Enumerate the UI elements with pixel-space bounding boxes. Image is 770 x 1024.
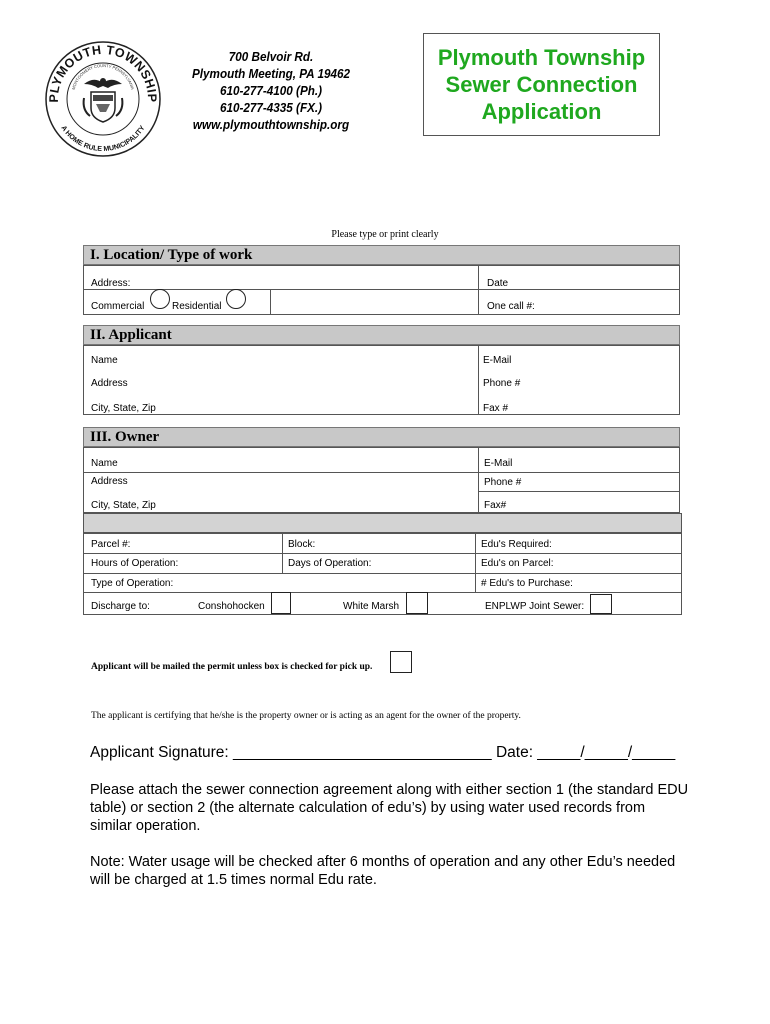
pickup-note: Applicant will be mailed the permit unless box is checked for pick up. bbox=[91, 662, 373, 672]
owner-phone-label: Phone # bbox=[484, 477, 522, 488]
fax-line: 610-277-4335 (FX.) bbox=[219, 100, 323, 115]
township-seal bbox=[44, 40, 162, 158]
one-call-label: One call #: bbox=[487, 301, 535, 312]
section-heading-owner: III. Owner bbox=[83, 427, 680, 447]
hours-label: Hours of Operation: bbox=[91, 558, 179, 569]
commercial-label: Commercial bbox=[91, 301, 145, 312]
website-line: www.plymouthtownship.org bbox=[192, 117, 350, 132]
white-marsh-checkbox[interactable] bbox=[406, 592, 428, 614]
applicant-phone-label: Phone # bbox=[483, 378, 521, 389]
owner-city-label: City, State, Zip bbox=[91, 500, 156, 511]
owner-address-label: Address bbox=[91, 476, 128, 487]
title-line2: Sewer Connection bbox=[445, 72, 638, 97]
pickup-checkbox[interactable] bbox=[390, 651, 412, 673]
address-label: Address: bbox=[91, 278, 131, 289]
svg-text:MONTGOMERY COUNTY PENNSYLVANIA bbox=[71, 63, 136, 91]
eagle-shield-icon bbox=[84, 78, 123, 122]
commercial-radio[interactable] bbox=[150, 289, 170, 309]
discharge-label: Discharge to: bbox=[91, 601, 150, 612]
parcel-label: Parcel #: bbox=[91, 539, 131, 550]
instruction-text: Please type or print clearly bbox=[331, 229, 439, 240]
section-separator-band bbox=[83, 513, 682, 533]
row-divider bbox=[83, 592, 682, 593]
seal-ring-text: PLYMOUTH TOWNSHIP bbox=[46, 42, 160, 103]
edus-required-label: Edu's Required: bbox=[481, 539, 552, 550]
enplwp-checkbox[interactable] bbox=[590, 594, 612, 614]
col-divider bbox=[475, 533, 476, 592]
owner-email-label: E-Mail bbox=[484, 458, 513, 469]
applicant-email-label: E-Mail bbox=[483, 355, 512, 366]
row-divider bbox=[83, 472, 680, 473]
applicant-address-label: Address bbox=[91, 378, 128, 389]
phone-line: 610-277-4100 (Ph.) bbox=[219, 83, 323, 98]
enplwp-label: ENPLWP Joint Sewer: bbox=[485, 601, 585, 612]
residential-label: Residential bbox=[172, 301, 222, 312]
section-heading-location: I. Location/ Type of work bbox=[83, 245, 680, 265]
white-marsh-label: White Marsh bbox=[343, 601, 400, 612]
title-line1: Plymouth Township bbox=[437, 45, 646, 70]
address-line2: Plymouth Meeting, PA 19462 bbox=[191, 66, 350, 81]
seal-inner-text: MONTGOMERY COUNTY PENNSYLVANIA bbox=[70, 62, 136, 91]
address-line1: 700 Belvoir Rd. bbox=[228, 49, 314, 64]
conshohocken-label: Conshohocken bbox=[198, 601, 265, 612]
applicant-fax-label: Fax # bbox=[483, 403, 509, 414]
attach-note: Please attach the sewer connection agreement along with either section 1 (the standard EDU table) or section 2 (the alternate calculation of edu’s) by using water used records from similar operation. bbox=[90, 782, 689, 834]
water-usage-note: Note: Water usage will be checked after 6 months of operation and any other Edu’s needed will be charged at 1.5 times normal Edu rate. bbox=[90, 854, 676, 888]
applicant-city-label: City, State, Zip bbox=[91, 403, 156, 414]
conshohocken-checkbox[interactable] bbox=[271, 592, 291, 614]
owner-fax-label: Fax# bbox=[484, 500, 507, 511]
col-divider bbox=[478, 345, 479, 415]
col-divider bbox=[478, 447, 479, 513]
type-operation-label: Type of Operation: bbox=[91, 578, 174, 589]
row-divider bbox=[83, 553, 682, 554]
col-divider bbox=[270, 289, 271, 315]
row-divider bbox=[478, 491, 680, 492]
row-divider bbox=[83, 573, 682, 574]
applicant-name-label: Name bbox=[91, 355, 118, 366]
owner-name-label: Name bbox=[91, 458, 118, 469]
col-divider bbox=[282, 533, 283, 573]
residential-radio[interactable] bbox=[226, 289, 246, 309]
signature-line: Applicant Signature: ______________________________ Date: _____/_____/_____ bbox=[90, 744, 676, 761]
title-line3: Application bbox=[481, 99, 602, 124]
applicant-box bbox=[83, 345, 680, 415]
svg-text:A HOME RULE MUNICIPALITY bbox=[59, 124, 146, 153]
row-divider bbox=[83, 289, 680, 290]
seal-bottom-text: A HOME RULE MUNICIPALITY bbox=[59, 124, 147, 154]
col-divider bbox=[478, 265, 479, 315]
edus-purchase-label: # Edu's to Purchase: bbox=[481, 578, 573, 589]
edus-parcel-label: Edu's on Parcel: bbox=[481, 558, 554, 569]
form-title-box bbox=[423, 33, 660, 136]
days-label: Days of Operation: bbox=[288, 558, 372, 569]
township-contact-block bbox=[186, 48, 357, 133]
block-label: Block: bbox=[288, 539, 316, 550]
section-heading-applicant: II. Applicant bbox=[83, 325, 680, 345]
owner-box bbox=[83, 447, 680, 513]
certify-note: The applicant is certifying that he/she is the property owner or is acting as an agent for the owner of the property. bbox=[91, 711, 521, 721]
date-label: Date bbox=[487, 278, 509, 289]
